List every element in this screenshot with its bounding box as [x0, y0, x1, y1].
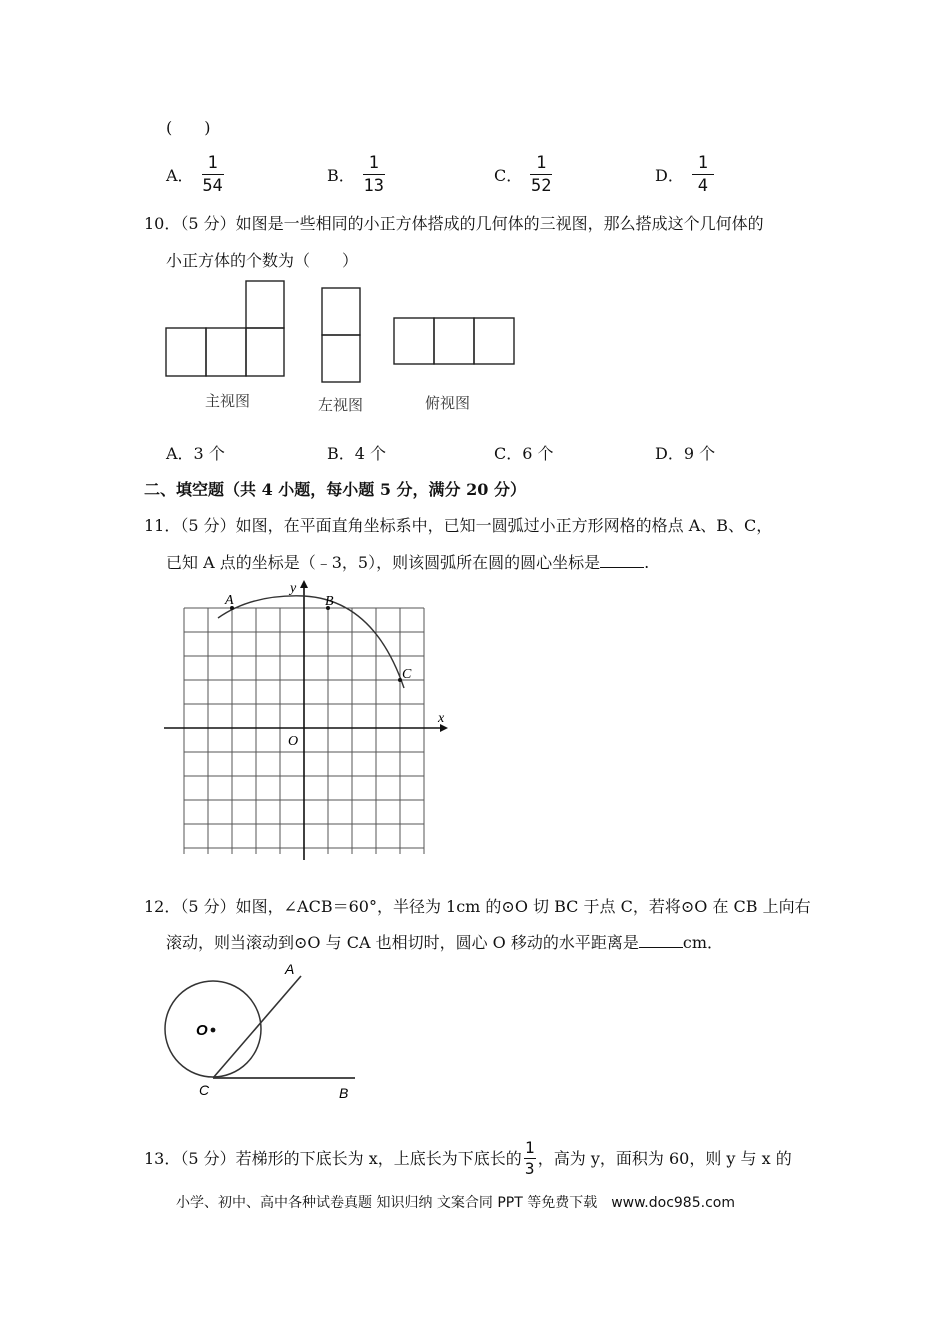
ray-ca [213, 976, 301, 1078]
top-view-cell [474, 318, 514, 364]
q12-line-1: 12．（5 分）如图，∠ACB＝60°，半径为 1cm 的⊙O 切 BC 于点 C，若将⊙O 在 CB 上向右 [144, 897, 811, 916]
label-o: O [196, 1022, 208, 1039]
q12-line-2 [166, 933, 723, 953]
left-view-cell [322, 288, 360, 335]
section-heading: 二、填空题（共 4 小题，每小题 5 分，满分 20 分） [144, 480, 526, 499]
label-x: x [438, 711, 445, 726]
tangent-circle-figure [158, 960, 368, 1105]
three-views-figure [160, 276, 530, 388]
left-view-label: 左视图 [318, 396, 364, 414]
left-view-cell [322, 335, 360, 382]
front-view-cell [166, 328, 206, 376]
q9-option-b [327, 154, 385, 195]
denominator: 3 [524, 1159, 535, 1178]
answer-blank [600, 553, 644, 568]
q12-line-2-text: 滚动，则当滚动到⊙O 与 CA 也相切时，圆心 O 移动的水平距离是 [166, 933, 639, 952]
q13-text-b: ，高为 y，面积为 60，则 y 与 x 的 [537, 1148, 792, 1168]
numerator: 1 [207, 153, 218, 173]
numerator: 1 [697, 153, 708, 173]
front-view-cell [246, 281, 284, 328]
q10-line-1: 10．（5 分）如图是一些相同的小正方体搭成的几何体的三视图，那么搭成这个几何体的 [144, 214, 764, 233]
q11-line-1: 11．（5 分）如图，在平面直角坐标系中，已知一圆弧过小正方形网格的格点 A、B、C， [144, 516, 773, 535]
label-c: C [402, 667, 412, 682]
label-o: O [288, 734, 299, 749]
center-o [211, 1028, 216, 1033]
q10-option-b: B．4 个 [327, 444, 387, 463]
page-footer: 小学、初中、高中各种试卷真题 知识归纳 文案合同 PPT 等免费下载 www.doc985.com [176, 1195, 735, 1211]
denominator: 52 [531, 176, 552, 196]
q10-option-c: C．6 个 [494, 444, 554, 463]
q11-line-2 [166, 553, 649, 573]
label-y: y [290, 581, 297, 596]
q13-text-a: 13．（5 分）若梯形的下底长为 x，上底长为下底长的 [144, 1148, 522, 1168]
denominator: 54 [202, 176, 223, 196]
option-letter: C． [494, 166, 523, 185]
numerator: 1 [368, 153, 379, 173]
y-arrow-icon [300, 580, 308, 588]
option-letter: D． [655, 166, 684, 185]
fraction-one-third [524, 1140, 536, 1177]
front-view-cell [246, 328, 284, 376]
coordinate-grid-figure [160, 578, 460, 863]
numerator: 1 [536, 153, 547, 173]
answer-blank [639, 933, 683, 948]
q12-line-2-end: cm． [682, 933, 724, 952]
label-a: A [285, 961, 295, 977]
q10-option-d: D．9 个 [655, 444, 716, 463]
q10-line-2: 小正方体的个数为（ ） [166, 251, 359, 270]
fraction [202, 154, 224, 195]
front-view-label: 主视图 [205, 392, 251, 410]
top-view-cell [394, 318, 434, 364]
label-b: B [339, 1085, 349, 1101]
q9-option-a [166, 154, 224, 195]
numerator: 1 [524, 1138, 535, 1157]
top-view-label: 俯视图 [425, 394, 471, 412]
label-c: C [199, 1082, 210, 1098]
q10-option-a: A．3 个 [166, 444, 225, 463]
label-a: A [225, 593, 234, 608]
denominator: 4 [697, 176, 708, 196]
fraction [692, 154, 714, 195]
q9-option-d [655, 154, 714, 195]
top-view-cell [434, 318, 474, 364]
fraction [530, 154, 552, 195]
q11-line-2-text: 已知 A 点的坐标是（﹣3，5），则该圆弧所在圆的圆心坐标是 [166, 553, 601, 572]
q9-option-c [494, 154, 552, 195]
front-view-cell [206, 328, 246, 376]
fraction [363, 154, 385, 195]
option-letter: B． [327, 166, 355, 185]
denominator: 13 [363, 176, 384, 196]
option-letter: A． [166, 166, 194, 185]
q11-line-2-end: . [644, 553, 650, 572]
label-b: B [325, 594, 334, 609]
q13-line-1 [144, 1140, 792, 1177]
q9-paren: ( ) [166, 118, 211, 137]
